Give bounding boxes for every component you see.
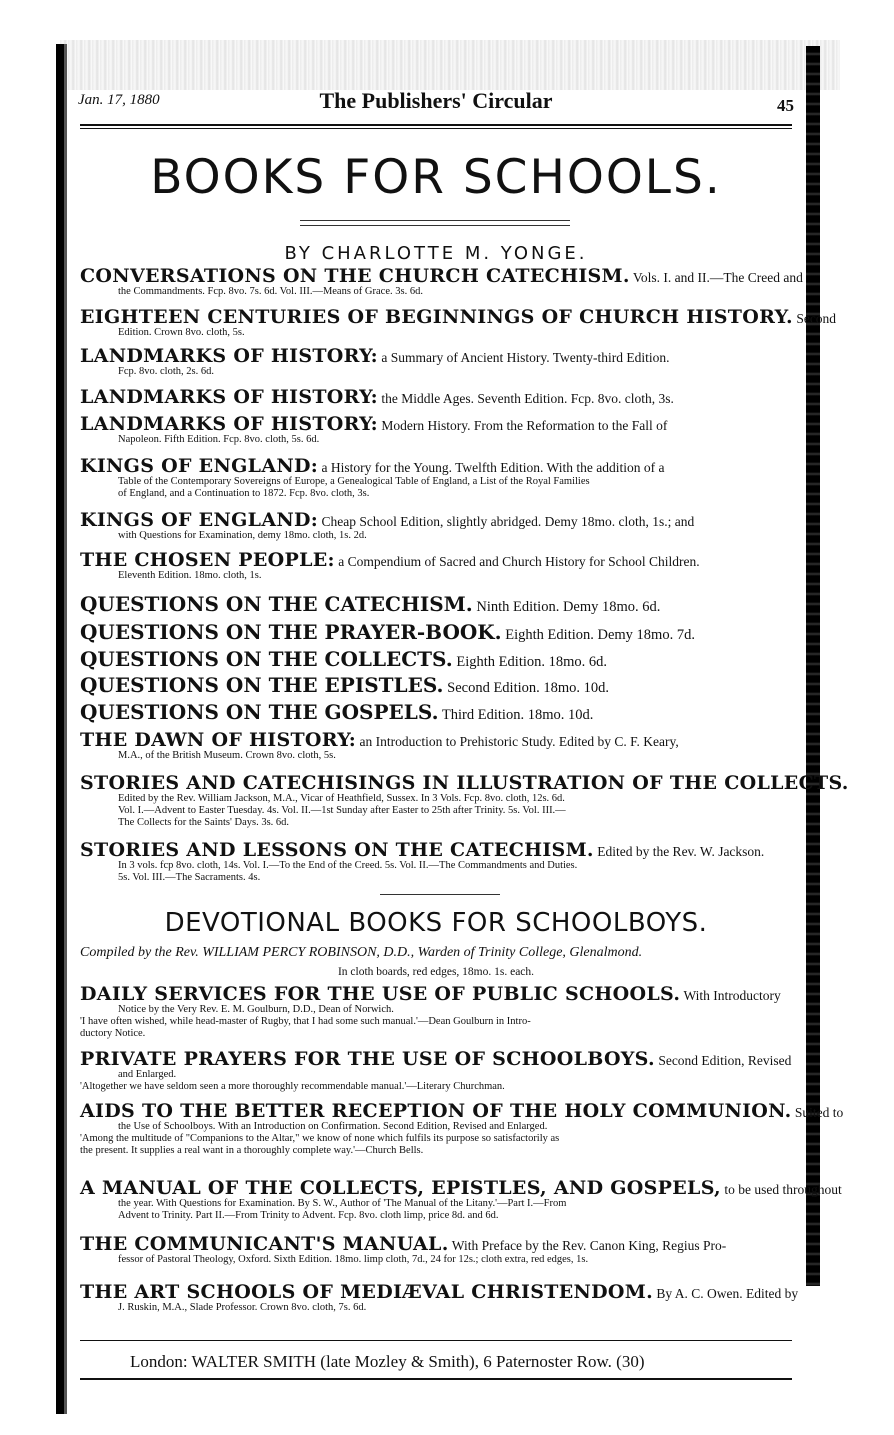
footer-rule-bottom bbox=[80, 1378, 792, 1380]
entry-line bbox=[80, 345, 790, 367]
entry-title: QUESTIONS ON THE PRAYER-BOOK. bbox=[80, 620, 502, 644]
entry-title: EIGHTEEN CENTURIES OF BEGINNINGS OF CHURCH HISTORY. bbox=[80, 306, 793, 328]
question-book-entry bbox=[80, 673, 790, 697]
entry-title: LANDMARKS OF HISTORY: bbox=[80, 386, 378, 408]
entry-title: THE DAWN OF HISTORY: bbox=[80, 729, 357, 751]
book-entry bbox=[80, 1048, 792, 1093]
book-entry bbox=[80, 306, 837, 339]
entry-title: THE COMMUNICANT'S MANUAL. bbox=[80, 1233, 449, 1255]
question-book-entry bbox=[80, 647, 790, 671]
entry-line bbox=[80, 700, 790, 724]
entry-description: Ninth Edition. Demy 18mo. 6d. bbox=[472, 599, 661, 615]
entry-title: THE ART SCHOOLS OF MEDIÆVAL CHRISTENDOM. bbox=[80, 1281, 654, 1303]
book-entry bbox=[80, 345, 790, 378]
entry-line bbox=[80, 1233, 790, 1255]
scan-left-border-inner bbox=[64, 44, 67, 1414]
page-title: BOOKS FOR SCHOOLS. bbox=[150, 150, 722, 205]
entry-line bbox=[80, 265, 803, 287]
book-entry bbox=[80, 265, 803, 298]
compiled-by: Compiled by the Rev. WILLIAM PERCY ROBINSON, D.D., Warden of Trinity College, Glenalmond. bbox=[80, 945, 643, 960]
publisher-footer: London: WALTER SMITH (late Mozley & Smith), 6 Paternoster Row. (30) bbox=[130, 1352, 645, 1371]
entry-description: With Preface by the Rev. Canon King, Regius Pro- bbox=[448, 1238, 727, 1253]
title-rule-2 bbox=[300, 225, 570, 226]
entry-details: Fcp. 8vo. cloth, 2s. 6d. bbox=[118, 366, 214, 377]
entry-title: QUESTIONS ON THE CATECHISM. bbox=[80, 592, 473, 616]
entry-line bbox=[80, 306, 837, 328]
book-entry bbox=[80, 983, 790, 1040]
author-line: BY CHARLOTTE M. YONGE. bbox=[284, 243, 588, 264]
entry-description: an Introduction to Prehistoric Study. Edited by C. F. Keary, bbox=[356, 734, 679, 749]
entry-line bbox=[80, 772, 849, 794]
entry-title: AIDS TO THE BETTER RECEPTION OF THE HOLY COMMUNION. bbox=[80, 1100, 792, 1122]
entry-title: CONVERSATIONS ON THE CHURCH CATECHISM. bbox=[80, 265, 630, 287]
page-header bbox=[78, 88, 794, 120]
entry-details: Napoleon. Fifth Edition. Fcp. 8vo. cloth, 5s. 6d. bbox=[118, 434, 320, 445]
entry-details: fessor of Pastoral Theology, Oxford. Sixth Edition. 18mo. limp cloth, 7d., 24 for 12s.; cloth extra, red edges, 1s. bbox=[118, 1254, 589, 1265]
entry-title: QUESTIONS ON THE GOSPELS. bbox=[80, 700, 439, 724]
entry-description: By A. C. Owen. Edited by bbox=[653, 1286, 799, 1301]
entry-line bbox=[80, 620, 790, 644]
entry-details: The Collects for the Saints' Days. 3s. 6d. bbox=[118, 817, 290, 828]
entry-description: Cheap School Edition, slightly abridged. Demy 18mo. cloth, 1s.; and bbox=[318, 514, 695, 529]
entry-details: Eleventh Edition. 18mo. cloth, 1s. bbox=[118, 570, 262, 581]
entry-line bbox=[80, 1100, 844, 1122]
header-date: Jan. 17, 1880 bbox=[78, 92, 160, 108]
entry-title: PRIVATE PRAYERS FOR THE USE OF SCHOOLBOYS. bbox=[80, 1048, 655, 1070]
scan-right-border bbox=[806, 46, 820, 1286]
entry-line bbox=[80, 647, 790, 671]
entry-line bbox=[80, 1048, 792, 1070]
question-book-entry bbox=[80, 620, 790, 644]
entry-line bbox=[80, 386, 790, 408]
entry-title: KINGS OF ENGLAND: bbox=[80, 455, 319, 477]
entry-description: a History for the Young. Twelfth Edition. With the addition of a bbox=[318, 460, 665, 475]
entry-title: LANDMARKS OF HISTORY: bbox=[80, 345, 378, 367]
entry-line bbox=[80, 673, 790, 697]
book-entry bbox=[80, 386, 790, 408]
entry-line bbox=[80, 549, 790, 571]
entry-description: a Summary of Ancient History. Twenty-third Edition. bbox=[378, 350, 670, 365]
entry-title: A MANUAL OF THE COLLECTS, EPISTLES, AND GOSPELS, bbox=[80, 1177, 721, 1199]
scan-left-border bbox=[56, 44, 64, 1414]
book-entry bbox=[80, 455, 790, 500]
entry-line bbox=[80, 413, 790, 435]
book-entry bbox=[80, 839, 790, 884]
entry-description: Second Edition, Revised bbox=[654, 1053, 792, 1068]
header-rule-thin bbox=[80, 128, 792, 129]
entry-title: QUESTIONS ON THE COLLECTS. bbox=[80, 647, 453, 671]
entry-description: a Compendium of Sacred and Church History for School Children. bbox=[334, 554, 700, 569]
section-rule bbox=[380, 894, 500, 895]
entry-details: J. Ruskin, M.A., Slade Professor. Crown 8vo. cloth, 7s. 6d. bbox=[118, 1302, 367, 1313]
binding-note: In cloth boards, red edges, 18mo. 1s. each. bbox=[337, 966, 535, 978]
entry-description: Modern History. From the Reformation to the Fall of bbox=[378, 418, 668, 433]
book-entry bbox=[80, 1100, 844, 1157]
header-rule bbox=[80, 124, 792, 126]
entry-description: Second Edition. 18mo. 10d. bbox=[443, 680, 610, 696]
entry-title: DAILY SERVICES FOR THE USE OF PUBLIC SCHOOLS. bbox=[80, 983, 681, 1005]
entry-line bbox=[80, 983, 790, 1005]
entry-details: the year. With Questions for Examination. By S. W., Author of 'The Manual of the Litany.'—Part I.—From bbox=[118, 1198, 567, 1209]
entry-details: Notice by the Very Rev. E. M. Goulburn, D.D., Dean of Norwich. bbox=[118, 1004, 394, 1015]
entry-review-quote: the present. It supplies a real want in a thoroughly complete way.'—Church Bells. bbox=[80, 1145, 424, 1156]
entry-line bbox=[80, 455, 790, 477]
entry-details: and Enlarged. bbox=[118, 1069, 177, 1080]
entry-details: the Commandments. Fcp. 8vo. 7s. 6d. Vol. III.—Means of Grace. 3s. 6d. bbox=[118, 286, 423, 297]
entry-title: KINGS OF ENGLAND: bbox=[80, 509, 319, 531]
entry-title: QUESTIONS ON THE EPISTLES. bbox=[80, 673, 444, 697]
entry-description: Eighth Edition. 18mo. 6d. bbox=[452, 654, 608, 670]
question-book-entry bbox=[80, 592, 790, 616]
book-entry bbox=[80, 413, 790, 446]
entry-details: Vol. I.—Advent to Easter Tuesday. 4s. Vol. II.—1st Sunday after Easter to 25th after Trinity. 5s. Vol. III.— bbox=[118, 805, 566, 816]
entry-line bbox=[80, 839, 790, 861]
entry-details: Edited by the Rev. William Jackson, M.A., Vicar of Heathfield, Sussex. In 3 Vols. Fcp. 8vo. cloth, 12s. 6d. bbox=[118, 793, 565, 804]
title-rule bbox=[300, 220, 570, 221]
entry-description: With Introductory bbox=[680, 988, 781, 1003]
entry-details: Table of the Contemporary Sovereigns of Europe, a Genealogical Table of England, a List of the Royal Families bbox=[118, 476, 590, 487]
entry-description: Edited by the Rev. W. Jackson. bbox=[593, 844, 765, 859]
footer-rule bbox=[80, 1340, 792, 1341]
book-entry bbox=[80, 549, 790, 582]
entry-title: LANDMARKS OF HISTORY: bbox=[80, 413, 378, 435]
entry-line bbox=[80, 1177, 842, 1199]
book-entry bbox=[80, 772, 849, 829]
entry-review-quote: 'I have often wished, while head-master of Rugby, that I had some such manual.'—Dean Goulburn in Intro- bbox=[80, 1016, 531, 1027]
entry-line bbox=[80, 729, 790, 751]
entry-details: In 3 vols. fcp 8vo. cloth, 14s. Vol. I.—To the End of the Creed. 5s. Vol. II.—The Commandments and Duties. bbox=[118, 860, 578, 871]
journal-title: The Publishers' Circular bbox=[319, 88, 553, 113]
devotional-title: DEVOTIONAL BOOKS FOR SCHOOLBOYS. bbox=[164, 908, 708, 938]
entry-title: STORIES AND CATECHISINGS IN ILLUSTRATION OF THE COLLECTS. bbox=[80, 772, 849, 794]
entry-details: of England, and a Continuation to 1872. Fcp. 8vo. cloth, 3s. bbox=[118, 488, 370, 499]
book-entry bbox=[80, 729, 790, 762]
book-entry bbox=[80, 1177, 842, 1222]
entry-description: Third Edition. 18mo. 10d. bbox=[438, 707, 594, 723]
entry-title: STORIES AND LESSONS ON THE CATECHISM. bbox=[80, 839, 594, 861]
entry-description: Eighth Edition. Demy 18mo. 7d. bbox=[501, 627, 695, 643]
page-number: 45 bbox=[777, 96, 794, 115]
entry-details: Edition. Crown 8vo. cloth, 5s. bbox=[118, 327, 245, 338]
entry-description: Suited to bbox=[791, 1105, 844, 1120]
entry-details: M.A., of the British Museum. Crown 8vo. cloth, 5s. bbox=[118, 750, 336, 761]
entry-description: Vols. I. and II.—The Creed and bbox=[629, 270, 803, 285]
entry-line bbox=[80, 1281, 799, 1303]
entry-review-quote: ductory Notice. bbox=[80, 1028, 146, 1039]
scan-top-band bbox=[60, 40, 840, 90]
question-book-entry bbox=[80, 700, 790, 724]
entry-details: Advent to Trinity. Part II.—From Trinity to Advent. Fcp. 8vo. cloth limp, price 8d. and 6d. bbox=[118, 1210, 499, 1221]
entry-title: THE CHOSEN PEOPLE: bbox=[80, 549, 335, 571]
entry-line bbox=[80, 509, 790, 531]
entry-details: with Questions for Examination, demy 18mo. cloth, 1s. 2d. bbox=[118, 530, 367, 541]
book-entry bbox=[80, 1281, 799, 1314]
book-entry bbox=[80, 509, 790, 542]
book-entry bbox=[80, 1233, 790, 1266]
entry-review-quote: 'Altogether we have seldom seen a more thoroughly recommendable manual.'—Literary Churchman. bbox=[80, 1081, 505, 1092]
entry-line bbox=[80, 592, 790, 616]
entry-description: the Middle Ages. Seventh Edition. Fcp. 8vo. cloth, 3s. bbox=[378, 391, 674, 406]
entry-details: 5s. Vol. III.—The Sacraments. 4s. bbox=[118, 872, 261, 883]
entry-description: Second bbox=[792, 311, 837, 326]
entry-review-quote: 'Among the multitude of "Companions to the Altar," we know of none which fulfils its purpose so satisfactorily as bbox=[80, 1133, 560, 1144]
entry-details: the Use of Schoolboys. With an Introduction on Confirmation. Second Edition, Revised and Enlarged. bbox=[118, 1121, 548, 1132]
entry-description: to be used throughout bbox=[720, 1182, 842, 1197]
